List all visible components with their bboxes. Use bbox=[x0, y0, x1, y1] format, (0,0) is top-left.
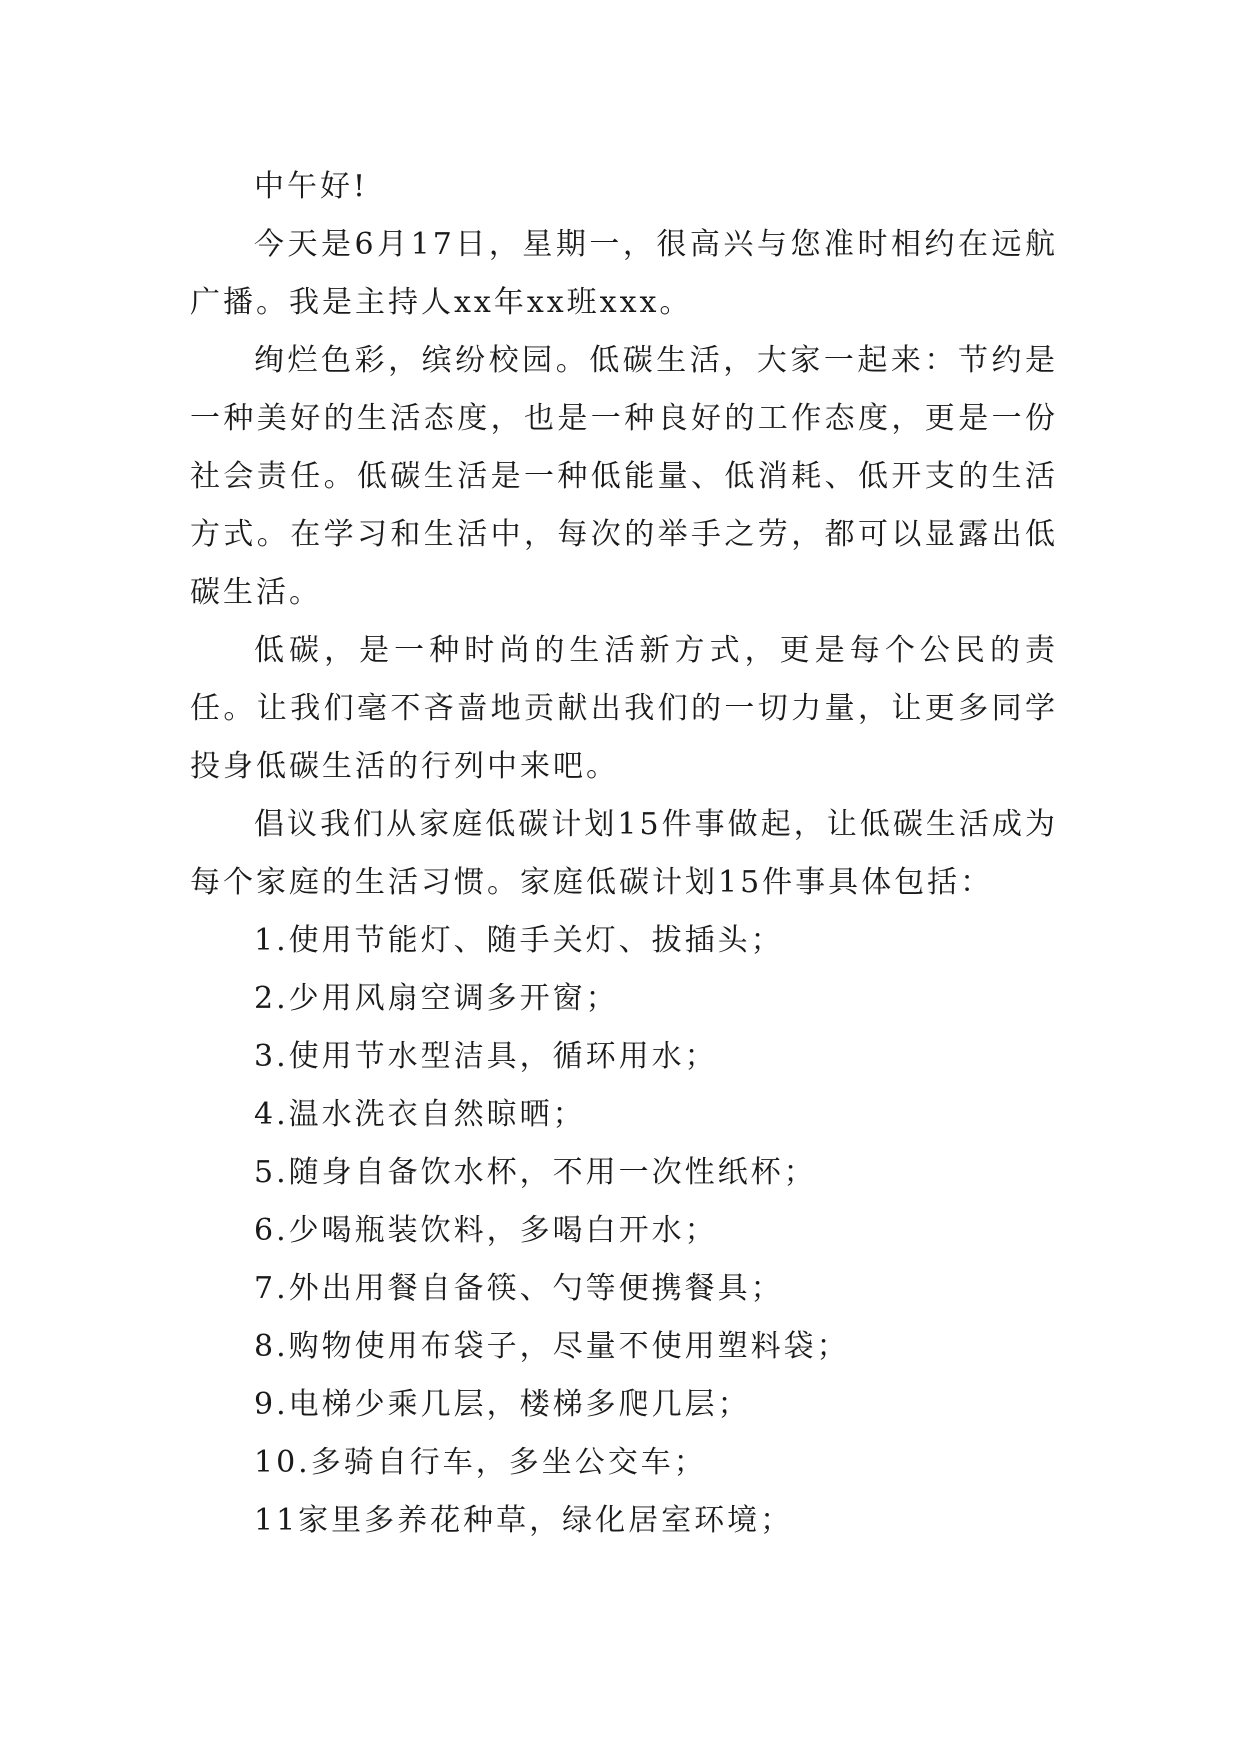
list-item: 10.多骑自行车，多坐公交车； bbox=[254, 1445, 707, 1480]
greeting: 中午好! bbox=[254, 169, 369, 204]
list-item: 9.电梯少乘几层，楼梯多爬几层； bbox=[254, 1387, 751, 1422]
list-item: 7.外出用餐自备筷、勺等便携餐具； bbox=[254, 1271, 784, 1306]
list-item: 11家里多养花种草，绿化居室环境； bbox=[254, 1503, 794, 1538]
list-item: 3.使用节水型洁具，循环用水； bbox=[254, 1039, 718, 1074]
document-body bbox=[190, 158, 1058, 1550]
list-item: 5.随身自备饮水杯，不用一次性纸杯； bbox=[254, 1155, 817, 1190]
paragraph-low-carbon-life: 绚烂色彩，缤纷校园。低碳生活，大家一起来：节约是一种美好的生活态度，也是一种良好的工作态度，更是一份社会责任。低碳生活是一种低能量、低消耗、低开支的生活方式。在学习和生活中，每次的举手之劳，都可以显露出低碳生活。 bbox=[190, 343, 1058, 610]
paragraph-intro: 今天是6月17日，星期一，很高兴与您准时相约在远航广播。我是主持人xx年xx班xxx。 bbox=[190, 227, 1058, 320]
list-item: 4.温水洗衣自然晾晒； bbox=[254, 1097, 586, 1132]
paragraph-proposal: 倡议我们从家庭低碳计划15件事做起，让低碳生活成为每个家庭的生活习惯。家庭低碳计划15件事具体包括： bbox=[190, 807, 1058, 900]
list-item: 2.少用风扇空调多开窗； bbox=[254, 981, 619, 1016]
list-item: 1.使用节能灯、随手关灯、拔插头； bbox=[254, 923, 784, 958]
list-item: 8.购物使用布袋子，尽量不使用塑料袋； bbox=[254, 1329, 850, 1364]
paragraph-responsibility: 低碳，是一种时尚的生活新方式，更是每个公民的责任。让我们毫不吝啬地贡献出我们的一切力量，让更多同学投身低碳生活的行列中来吧。 bbox=[190, 633, 1058, 784]
list-item: 6.少喝瓶装饮料，多喝白开水； bbox=[254, 1213, 718, 1248]
